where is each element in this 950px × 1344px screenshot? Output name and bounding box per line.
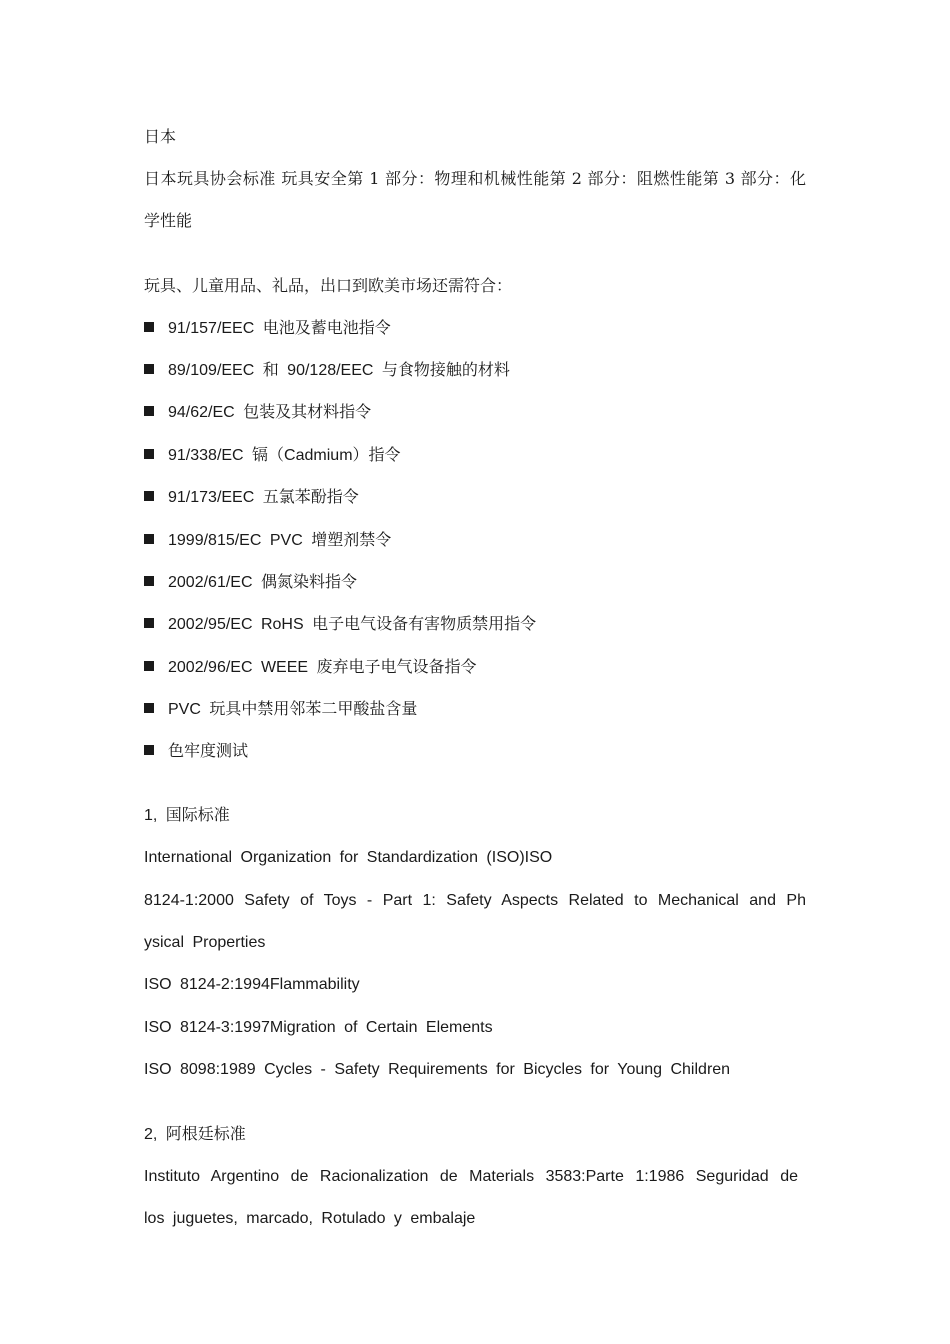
square-bullet-icon xyxy=(144,703,154,713)
heading-japan: 日本 xyxy=(144,127,177,146)
square-bullet-icon xyxy=(144,618,154,628)
square-bullet-icon xyxy=(144,534,154,544)
square-bullet-icon xyxy=(144,364,154,374)
directive-item: 色牢度测试 xyxy=(144,741,248,762)
directive-item: 89/109/EEC 和 90/128/EEC 与食物接触的材料 xyxy=(144,360,510,381)
square-bullet-icon xyxy=(144,745,154,755)
section-2-line: Instituto Argentino de Racionalization de Materials 3583:Parte 1:1986 Seguridad de xyxy=(144,1168,798,1185)
japan-standard-line-1: 日本玩具协会标准 玩具安全第 1 部分：物理和机械性能第 2 部分：阻燃性能第 3 部分：化 xyxy=(144,169,806,188)
section-1-line: ISO 8124-3:1997Migration of Certain Elements xyxy=(144,1019,493,1036)
square-bullet-icon xyxy=(144,406,154,416)
section-1-line: ISO 8124-2:1994Flammability xyxy=(144,976,360,993)
directive-item: 94/62/EC 包装及其材料指令 xyxy=(144,402,371,423)
square-bullet-icon xyxy=(144,449,154,459)
japan-standard-line-2: 学性能 xyxy=(144,211,193,230)
directive-item: 2002/61/EC 偶氮染料指令 xyxy=(144,572,357,593)
directive-item: 2002/96/EC WEEE 废弃电子电气设备指令 xyxy=(144,657,477,678)
section-1-line: ISO 8098:1989 Cycles - Safety Requirements for Bicycles for Young Children xyxy=(144,1061,731,1078)
section-2-heading: 2, 阿根廷标准 xyxy=(144,1126,246,1143)
directive-item: 91/338/EC 镉（Cadmium）指令 xyxy=(144,445,401,466)
directive-item: 91/157/EEC 电池及蓄电池指令 xyxy=(144,318,391,339)
square-bullet-icon xyxy=(144,576,154,586)
section-1-heading: 1, 国际标准 xyxy=(144,807,230,824)
section-1-line: International Organization for Standardization (ISO)ISO xyxy=(144,849,553,866)
directive-item: 91/173/EEC 五氯苯酚指令 xyxy=(144,487,359,508)
square-bullet-icon xyxy=(144,322,154,332)
directive-item: 2002/95/EC RoHS 电子电气设备有害物质禁用指令 xyxy=(144,614,536,635)
directive-item: PVC 玩具中禁用邻苯二甲酸盐含量 xyxy=(144,699,417,720)
square-bullet-icon xyxy=(144,661,154,671)
section-2-line: los juguetes, marcado, Rotulado y embalaje xyxy=(144,1210,476,1227)
square-bullet-icon xyxy=(144,491,154,501)
section-1-line: 8124-1:2000 Safety of Toys - Part 1: Safety Aspects Related to Mechanical and Ph xyxy=(144,892,806,909)
section-1-line: ysical Properties xyxy=(144,934,266,951)
directive-item: 1999/815/EC PVC 增塑剂禁令 xyxy=(144,530,391,551)
export-intro: 玩具、儿童用品、礼品，出口到欧美市场还需符合： xyxy=(144,276,513,295)
